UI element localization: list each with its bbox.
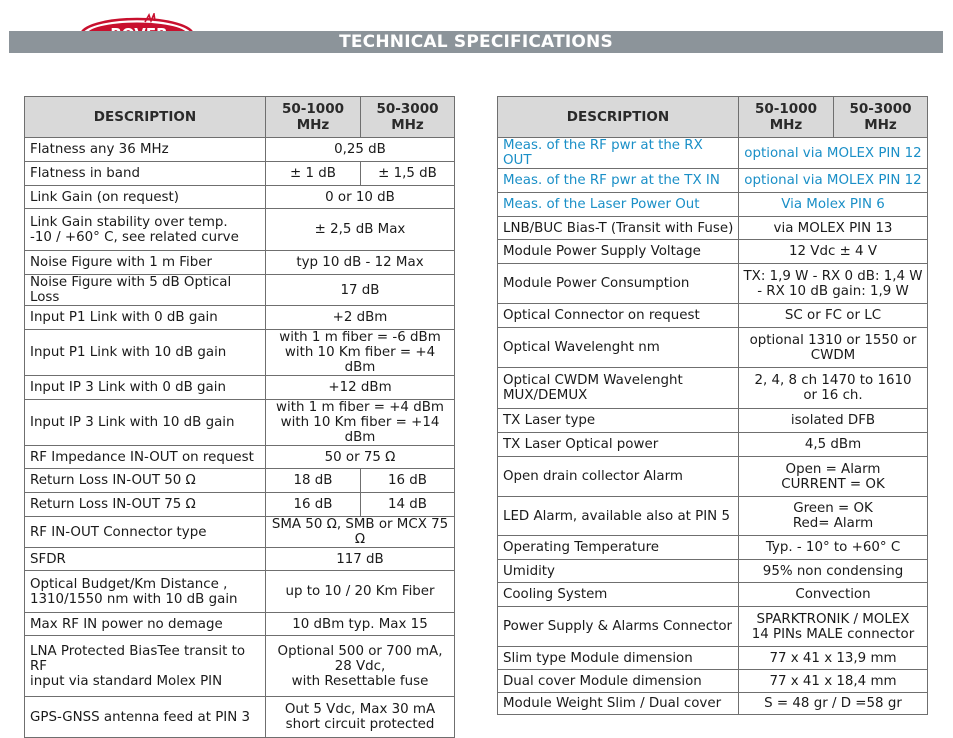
spec-description: Cooling System [498, 583, 739, 607]
spec-description: Input P1 Link with 10 dB gain [25, 330, 266, 376]
table-row [25, 469, 455, 493]
spec-description: Module Power Consumption [498, 264, 739, 304]
table-row [498, 560, 928, 583]
spec-description: Input P1 Link with 0 dB gain [25, 306, 266, 330]
table-row [25, 251, 455, 275]
header-50-1000: 50-1000 MHz [266, 97, 361, 138]
spec-description: Meas. of the RF pwr at the TX IN [498, 169, 739, 193]
spec-description: Return Loss IN-OUT 75 Ω [25, 493, 266, 517]
spec-value-50-1000: 16 dB [266, 493, 361, 517]
spec-value: SC or FC or LC [739, 304, 928, 328]
spec-value: 95% non condensing [739, 560, 928, 583]
table-row [498, 304, 928, 328]
spec-value: via MOLEX PIN 13 [739, 217, 928, 240]
spec-description: LNB/BUC Bias-T (Transit with Fuse) [498, 217, 739, 240]
spec-value: with 1 m fiber = -6 dBm with 10 Km fiber = +4 dBm [266, 330, 455, 376]
spec-value: Optional 500 or 700 mA, 28 Vdc, with Resettable fuse [266, 636, 455, 697]
spec-value: up to 10 / 20 Km Fiber [266, 571, 455, 613]
spec-value: with 1 m fiber = +4 dBm with 10 Km fiber = +14 dBm [266, 400, 455, 446]
spec-description: Slim type Module dimension [498, 647, 739, 670]
spec-description: RF IN-OUT Connector type [25, 517, 266, 548]
table-row [25, 275, 455, 306]
spec-value-50-3000: 16 dB [361, 469, 455, 493]
table-row [498, 409, 928, 433]
spec-description: Noise Figure with 5 dB Optical Loss [25, 275, 266, 306]
spec-description: GPS-GNSS antenna feed at PIN 3 [25, 697, 266, 738]
spec-description: Link Gain (on request) [25, 186, 266, 209]
spec-value: 12 Vdc ± 4 V [739, 240, 928, 264]
page-title: TECHNICAL SPECIFICATIONS [339, 32, 613, 52]
spec-description: Input IP 3 Link with 10 dB gain [25, 400, 266, 446]
spec-value: optional via MOLEX PIN 12 [739, 169, 928, 193]
table-row [498, 264, 928, 304]
spec-value: optional 1310 or 1550 or CWDM [739, 328, 928, 368]
spec-value: TX: 1,9 W - RX 0 dB: 1,4 W - RX 10 dB gain: 1,9 W [739, 264, 928, 304]
table-row [25, 697, 455, 738]
table-row [498, 670, 928, 693]
spec-value: 77 x 41 x 13,9 mm [739, 647, 928, 670]
spec-value-50-1000: ± 1 dB [266, 162, 361, 186]
table-row [25, 636, 455, 697]
table-row [498, 433, 928, 457]
spec-description: LED Alarm, available also at PIN 5 [498, 497, 739, 536]
spec-description: TX Laser Optical power [498, 433, 739, 457]
spec-value: 17 dB [266, 275, 455, 306]
spec-value: 77 x 41 x 18,4 mm [739, 670, 928, 693]
table-row [498, 647, 928, 670]
table-row [25, 376, 455, 400]
spec-value: 117 dB [266, 548, 455, 571]
spec-value: Open = Alarm CURRENT = OK [739, 457, 928, 497]
spec-value-50-1000: 18 dB [266, 469, 361, 493]
spec-value: Via Molex PIN 6 [739, 193, 928, 217]
header-bar [9, 31, 943, 53]
table-row [25, 209, 455, 251]
spec-value: optional via MOLEX PIN 12 [739, 138, 928, 169]
table-row [25, 446, 455, 469]
spec-value: SMA 50 Ω, SMB or MCX 75 Ω [266, 517, 455, 548]
table-row [25, 138, 455, 162]
table-row [25, 548, 455, 571]
spec-description: Max RF IN power no demage [25, 613, 266, 636]
spec-description: Optical Wavelenght nm [498, 328, 739, 368]
spec-table-right [497, 96, 928, 715]
table-row [25, 306, 455, 330]
spec-description: Optical Connector on request [498, 304, 739, 328]
spec-description: Link Gain stability over temp. -10 / +60° C, see related curve [25, 209, 266, 251]
spec-description: TX Laser type [498, 409, 739, 433]
spec-value: 0,25 dB [266, 138, 455, 162]
spec-description: Dual cover Module dimension [498, 670, 739, 693]
spec-description: Module Power Supply Voltage [498, 240, 739, 264]
table-row [25, 330, 455, 376]
spec-value: Typ. - 10° to +60° C [739, 536, 928, 560]
spec-description: Open drain collector Alarm [498, 457, 739, 497]
spec-value: Out 5 Vdc, Max 30 mA short circuit protected [266, 697, 455, 738]
table-row [498, 457, 928, 497]
table-row [498, 138, 928, 169]
spec-value: +2 dBm [266, 306, 455, 330]
table-row [498, 169, 928, 193]
spec-description: Power Supply & Alarms Connector [498, 607, 739, 647]
table-row [498, 217, 928, 240]
header-50-1000: 50-1000 MHz [739, 97, 834, 138]
spec-value: typ 10 dB - 12 Max [266, 251, 455, 275]
spec-description: Operating Temperature [498, 536, 739, 560]
table-row [498, 193, 928, 217]
header-description: DESCRIPTION [25, 97, 266, 138]
spec-description: Flatness any 36 MHz [25, 138, 266, 162]
spec-value-50-3000: 14 dB [361, 493, 455, 517]
spec-value: 2, 4, 8 ch 1470 to 1610 or 16 ch. [739, 368, 928, 409]
spec-value: 50 or 75 Ω [266, 446, 455, 469]
spec-value: 4,5 dBm [739, 433, 928, 457]
table-row [498, 536, 928, 560]
spec-value-50-3000: ± 1,5 dB [361, 162, 455, 186]
table-row [498, 693, 928, 715]
table-row [25, 493, 455, 517]
header-50-3000: 50-3000 MHz [834, 97, 928, 138]
table-row [498, 328, 928, 368]
table-row [25, 517, 455, 548]
spec-description: Noise Figure with 1 m Fiber [25, 251, 266, 275]
spec-description: SFDR [25, 548, 266, 571]
spec-value: S = 48 gr / D =58 gr [739, 693, 928, 715]
spec-description: Optical CWDM Wavelenght MUX/DEMUX [498, 368, 739, 409]
spec-description: Umidity [498, 560, 739, 583]
spec-description: Meas. of the RF pwr at the RX OUT [498, 138, 739, 169]
table-row [498, 368, 928, 409]
spec-table-left [24, 96, 455, 738]
spec-description: RF Impedance IN-OUT on request [25, 446, 266, 469]
spec-description: Input IP 3 Link with 0 dB gain [25, 376, 266, 400]
table-row [25, 400, 455, 446]
spec-value: ± 2,5 dB Max [266, 209, 455, 251]
spec-value: Green = OK Red= Alarm [739, 497, 928, 536]
header-description: DESCRIPTION [498, 97, 739, 138]
table-row [498, 607, 928, 647]
spec-value: Convection [739, 583, 928, 607]
table-row [25, 613, 455, 636]
spec-value: 10 dBm typ. Max 15 [266, 613, 455, 636]
spec-value: +12 dBm [266, 376, 455, 400]
table-row [25, 162, 455, 186]
spec-description: Return Loss IN-OUT 50 Ω [25, 469, 266, 493]
table-row [25, 571, 455, 613]
table-row [498, 583, 928, 607]
spec-value: SPARKTRONIK / MOLEX 14 PINs MALE connector [739, 607, 928, 647]
table-row [498, 497, 928, 536]
table-row [498, 240, 928, 264]
table-row [25, 186, 455, 209]
spec-description: Optical Budget/Km Distance , 1310/1550 nm with 10 dB gain [25, 571, 266, 613]
header-50-3000: 50-3000 MHz [361, 97, 455, 138]
spec-value: 0 or 10 dB [266, 186, 455, 209]
spec-description: Module Weight Slim / Dual cover [498, 693, 739, 715]
spec-description: LNA Protected BiasTee transit to RF input via standard Molex PIN [25, 636, 266, 697]
spec-description: Meas. of the Laser Power Out [498, 193, 739, 217]
spec-description: Flatness in band [25, 162, 266, 186]
spec-value: isolated DFB [739, 409, 928, 433]
